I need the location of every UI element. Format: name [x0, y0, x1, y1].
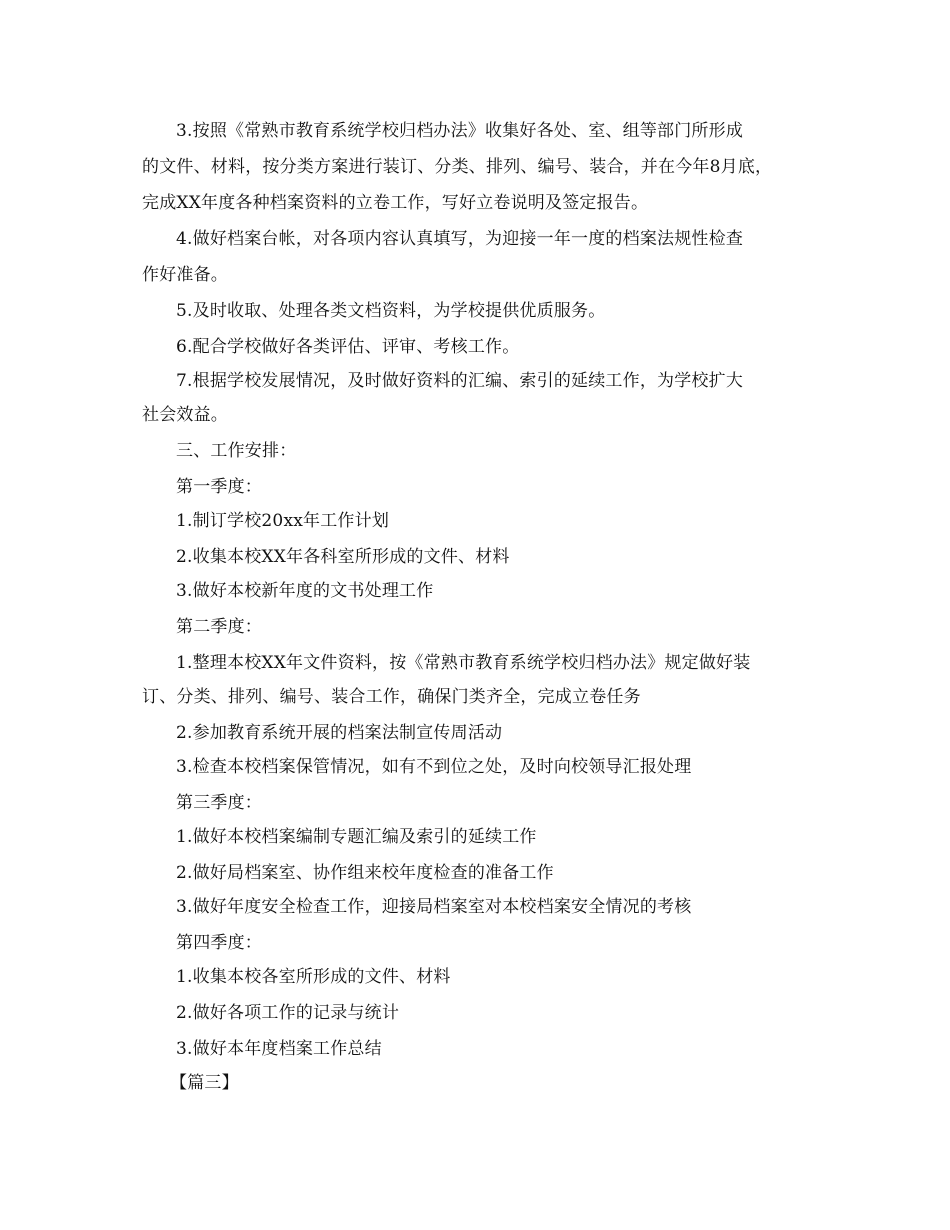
list-item: 1.收集本校各室所形成的文件、材料: [176, 967, 451, 987]
list-item: 订、分类、排列、编号、装合工作，确保门类齐全，完成立卷任务: [142, 687, 641, 707]
quarter-heading: 第二季度：: [176, 617, 262, 637]
list-item: 3.做好本校新年度的文书处理工作: [176, 581, 434, 601]
section-marker: 【篇三】: [170, 1073, 239, 1093]
paragraph-line: 3.按照《常熟市教育系统学校归档办法》收集好各处、室、组等部门所形成: [176, 121, 744, 141]
paragraph-line: 6.配合学校做好各类评估、评审、考核工作。: [176, 337, 520, 357]
list-item: 1.整理本校XX年文件资料，按《常熟市教育系统学校归档办法》规定做好装: [176, 653, 751, 673]
paragraph-line: 7.根据学校发展情况，及时做好资料的汇编、索引的延续工作，为学校扩大: [176, 371, 744, 391]
section-heading: 三、工作安排：: [176, 441, 297, 461]
paragraph-line: 的文件、材料，按分类方案进行装订、分类、排列、编号、装合，并在今年8月底，: [142, 157, 773, 177]
list-item: 2.做好各项工作的记录与统计: [176, 1003, 400, 1023]
quarter-heading: 第三季度：: [176, 793, 262, 813]
quarter-heading: 第一季度：: [176, 477, 262, 497]
list-item: 3.做好本年度档案工作总结: [176, 1039, 382, 1059]
list-item: 2.收集本校XX年各科室所形成的文件、材料: [176, 547, 510, 567]
list-item: 3.做好年度安全检查工作，迎接局档案室对本校档案安全情况的考核: [176, 897, 692, 917]
paragraph-line: 4.做好档案台帐，对各项内容认真填写，为迎接一年一度的档案法规性检查: [176, 229, 744, 249]
list-item: 1.制订学校20xx年工作计划: [176, 511, 390, 531]
list-item: 1.做好本校档案编制专题汇编及索引的延续工作: [176, 827, 537, 847]
paragraph-line: 社会效益。: [142, 405, 228, 425]
paragraph-line: 作好准备。: [142, 265, 228, 285]
paragraph-line: 完成XX年度各种档案资料的立卷工作，写好立卷说明及签定报告。: [142, 193, 649, 213]
list-item: 3.检查本校档案保管情况，如有不到位之处，及时向校领导汇报处理: [176, 757, 692, 777]
list-item: 2.参加教育系统开展的档案法制宣传周活动: [176, 723, 503, 743]
quarter-heading: 第四季度：: [176, 933, 262, 953]
paragraph-line: 5.及时收取、处理各类文档资料，为学校提供优质服务。: [176, 301, 606, 321]
list-item: 2.做好局档案室、协作组来校年度检查的准备工作: [176, 863, 554, 883]
